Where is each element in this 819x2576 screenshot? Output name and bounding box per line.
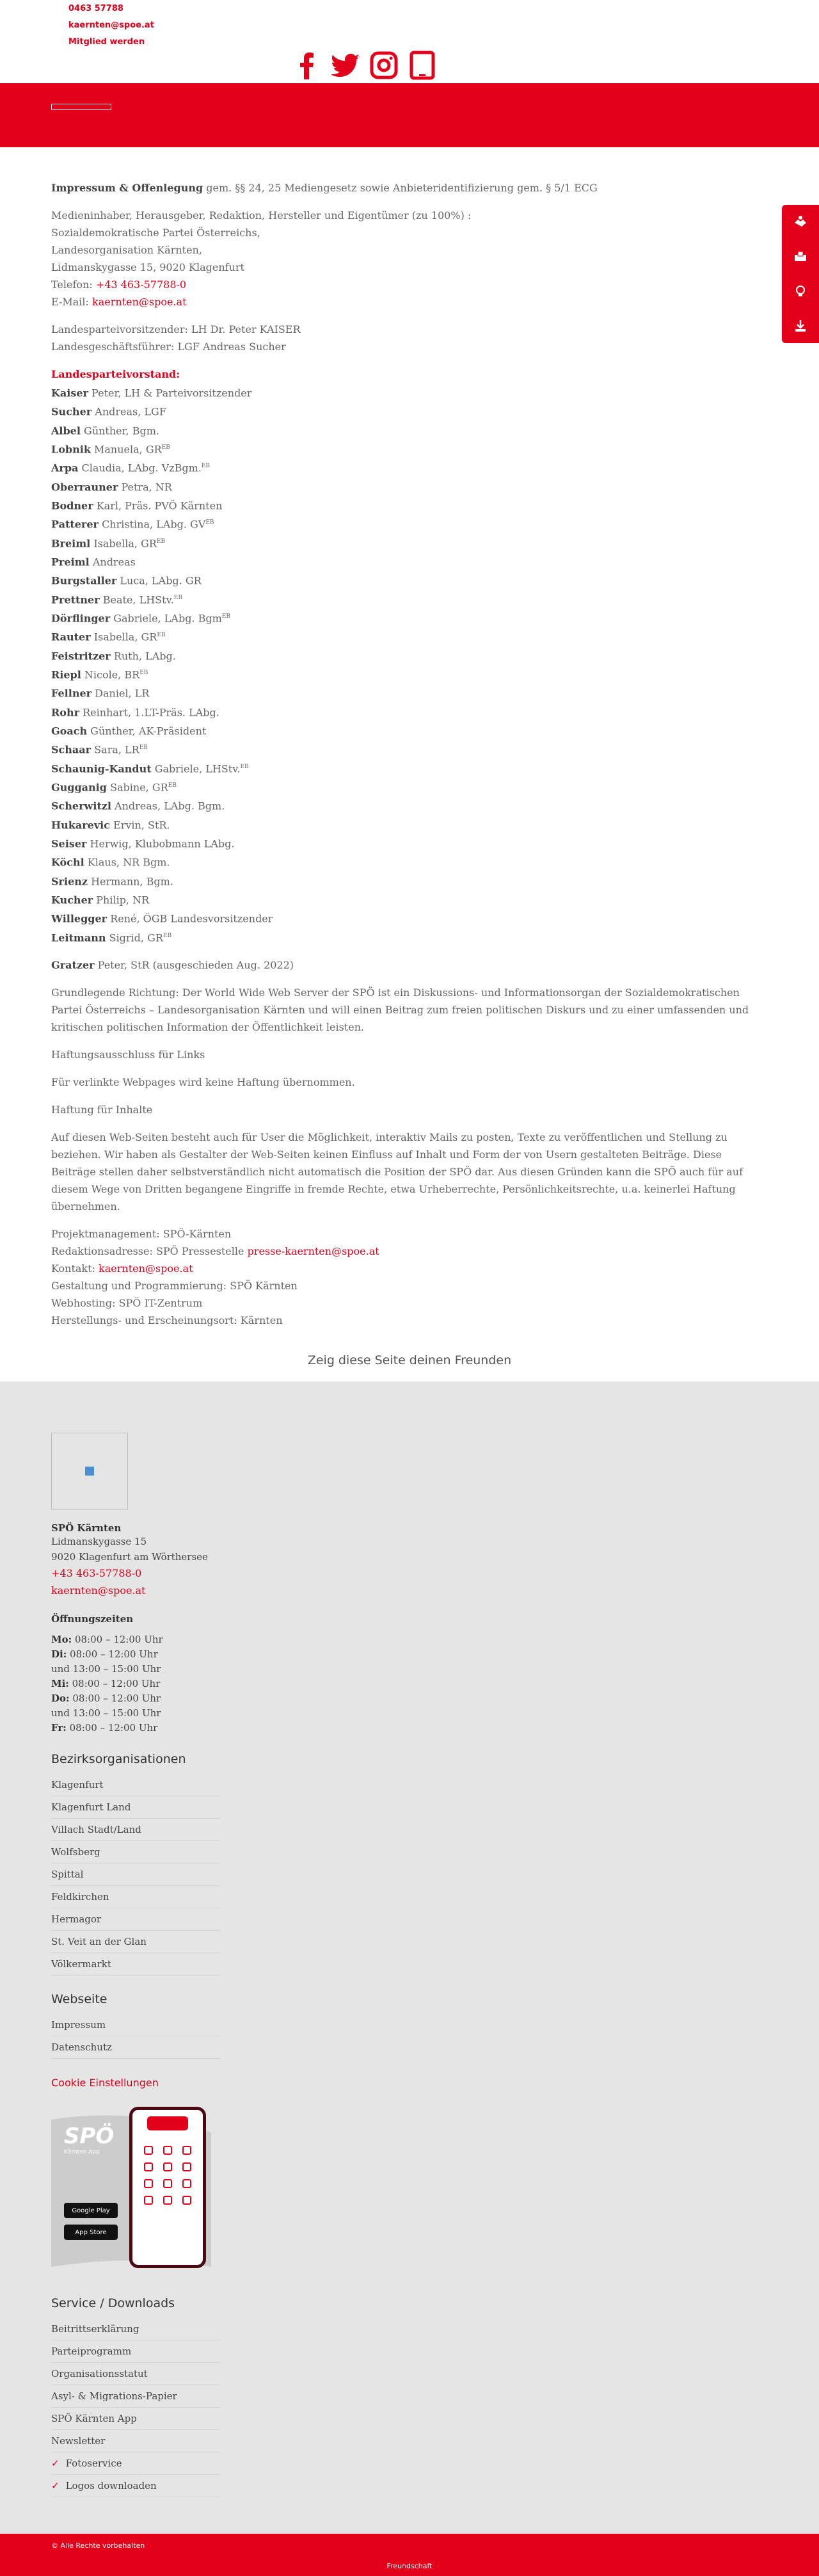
footer-street: Lidmanskygasse 15 bbox=[51, 1536, 147, 1547]
webseite-link[interactable]: Datenschutz bbox=[51, 2036, 221, 2059]
vorstand-member bbox=[51, 570, 768, 589]
owner-block bbox=[51, 207, 768, 310]
member-last-name: Srienz bbox=[51, 874, 88, 887]
bezirk-link[interactable]: Völkermarkt bbox=[51, 1953, 221, 1976]
member-last-name: Riepl bbox=[51, 668, 81, 681]
bezirk-link[interactable]: Villach Stadt/Land bbox=[51, 1819, 221, 1841]
freundschaft: Freundschaft bbox=[386, 2562, 433, 2570]
member-sup: EB bbox=[139, 745, 148, 752]
cookie-settings-link[interactable]: Cookie Einstellungen bbox=[51, 2077, 159, 2089]
member-last-name: Seiser bbox=[51, 837, 87, 850]
app-promo[interactable] bbox=[51, 2107, 218, 2280]
member-last-name: Patterer bbox=[51, 518, 99, 531]
vorstand-member bbox=[51, 383, 768, 401]
vorstand-member bbox=[51, 702, 768, 721]
member-link[interactable]: Mitglied werden bbox=[68, 37, 145, 47]
vorstand-member bbox=[51, 890, 768, 908]
hours-row bbox=[51, 1677, 768, 1691]
bezirk-link[interactable]: Hermagor bbox=[51, 1908, 221, 1931]
vorstand-member bbox=[51, 590, 768, 608]
member-sup: EB bbox=[168, 782, 177, 789]
hours-time: 08:00 – 12:00 Uhr bbox=[70, 1648, 158, 1660]
credits-block bbox=[51, 1225, 768, 1329]
email-label: E-Mail: bbox=[51, 296, 89, 308]
vorstand-list bbox=[51, 383, 768, 946]
menu-bar-outline[interactable] bbox=[51, 104, 111, 110]
twitter-icon[interactable] bbox=[330, 50, 361, 81]
app-store-badge[interactable]: App Store bbox=[64, 2225, 118, 2240]
herstellung: Herstellungs- und Erscheinungsort: Kärnten bbox=[51, 1314, 283, 1326]
member-sup: EB bbox=[161, 444, 170, 451]
member-last-name: Albel bbox=[51, 424, 81, 437]
hours-row bbox=[51, 1721, 768, 1735]
broken-image-icon bbox=[85, 1467, 94, 1476]
vorstand-member bbox=[51, 833, 768, 852]
member-last-name: Kaiser bbox=[51, 387, 88, 399]
facebook-icon[interactable] bbox=[292, 50, 322, 81]
vorstand-member bbox=[51, 477, 768, 495]
gestaltung: Gestaltung und Programmierung: SPÖ Kärnten bbox=[51, 1279, 298, 1292]
hours-time: und 13:00 – 15:00 Uhr bbox=[51, 1663, 161, 1675]
member-last-name: Leitmann bbox=[51, 931, 106, 944]
kontakt-email-link[interactable]: kaernten@spoe.at bbox=[99, 1262, 193, 1275]
member-role: Nicole, BR bbox=[84, 668, 140, 681]
member-role: Andreas, LAbg. Bgm. bbox=[115, 800, 225, 812]
haftung-inhalte-title: Haftung für Inhalte bbox=[51, 1103, 153, 1116]
vorstand-section bbox=[51, 366, 768, 946]
member-role: Sigrid, GR bbox=[109, 931, 163, 944]
vorstand-member bbox=[51, 777, 768, 796]
lightbulb-icon[interactable] bbox=[782, 274, 819, 309]
owner-line: Lidmanskygasse 15, 9020 Klagenfurt bbox=[51, 261, 244, 273]
service-link-checked[interactable]: ✓ Fotoservice bbox=[51, 2452, 221, 2475]
member-last-name: Kucher bbox=[51, 894, 93, 906]
service-title: Service / Downloads bbox=[51, 2296, 175, 2310]
member-sup: EB bbox=[221, 613, 230, 620]
member-role: Manuela, GR bbox=[94, 443, 162, 456]
member-role: Sara, LR bbox=[94, 743, 139, 756]
hours-time: 08:00 – 12:00 Uhr bbox=[74, 1634, 163, 1645]
vorstand-member bbox=[51, 721, 768, 739]
vorstand-member bbox=[51, 421, 768, 439]
app-tile-icon bbox=[163, 2146, 172, 2155]
app-tile-icon bbox=[144, 2146, 153, 2155]
member-last-name: Arpa bbox=[51, 462, 79, 474]
former-member-rest: Peter, StR (ausgeschieden Aug. 2022) bbox=[97, 958, 294, 971]
member-role: Beate, LHStv. bbox=[102, 593, 174, 606]
former-member bbox=[51, 956, 768, 974]
instagram-icon[interactable] bbox=[369, 50, 399, 81]
leadership-block bbox=[51, 321, 768, 355]
vorstand-member bbox=[51, 646, 768, 664]
vorstand-title: Landesparteivorstand: bbox=[51, 368, 180, 380]
member-role: Günther, Bgm. bbox=[84, 424, 159, 437]
member-sup: EB bbox=[240, 763, 249, 770]
former-member-last: Gratzer bbox=[51, 958, 95, 971]
member-role: Ervin, StR. bbox=[113, 818, 170, 831]
service-link-checked[interactable]: ✓ Logos downloaden bbox=[51, 2475, 221, 2497]
app-brand: SPÖ bbox=[64, 2123, 115, 2149]
member-role: Claudia, LAbg. VzBgm. bbox=[81, 462, 202, 474]
member-last-name: Schaar bbox=[51, 743, 91, 756]
bezirk-link[interactable]: Wolfsberg bbox=[51, 1841, 221, 1864]
redaktion-label: Redaktionsadresse: SPÖ Pressestelle bbox=[51, 1244, 244, 1257]
service-link[interactable]: Beitrittserklärung bbox=[51, 2318, 221, 2340]
richtung-text: Grundlegende Richtung: Der World Wide Web Server der SPÖ ist ein Diskussions- und Informationsorgan der Sozialdemokratischen Partei Österreichs – Landesorganisation Kärnten und will einen Beitrag zum freien politischen Diskurs und zu einer umfassenden und kritischen politischen Information der Öffentlichkeit leisten. bbox=[51, 986, 749, 1033]
member-last-name: Preiml bbox=[51, 556, 90, 568]
app-logo bbox=[147, 2116, 188, 2130]
vorstand-member bbox=[51, 533, 768, 552]
app-tile-icon bbox=[163, 2179, 172, 2188]
app-tagline: Kärnten App bbox=[64, 2149, 100, 2155]
member-last-name: Lobnik bbox=[51, 443, 91, 456]
vorstand-member bbox=[51, 796, 768, 814]
member-role: Andreas, LGF bbox=[95, 405, 166, 418]
member-role: Gabriele, LAbg. Bgm bbox=[113, 612, 222, 625]
webseite-title: Webseite bbox=[51, 1992, 107, 2006]
member-role: Klaus, NR Bgm. bbox=[87, 856, 170, 869]
service-list bbox=[51, 2318, 221, 2497]
member-last-name: Burgstaller bbox=[51, 574, 117, 587]
impressum-heading bbox=[51, 179, 768, 197]
member-role: Peter, LH & Parteivorsitzender bbox=[91, 387, 252, 399]
member-role: Christina, LAbg. GV bbox=[102, 518, 206, 531]
member-last-name: Goach bbox=[51, 725, 88, 737]
member-role: Günther, AK-Präsident bbox=[90, 725, 207, 737]
webseite-link[interactable]: Impressum bbox=[51, 2014, 221, 2036]
member-last-name: Gugganig bbox=[51, 781, 107, 794]
owner-line: Medieninhaber, Herausgeber, Redaktion, Hersteller und Eigentümer (zu 100%) : bbox=[51, 209, 472, 221]
vorstand-member bbox=[51, 495, 768, 514]
service-link[interactable]: Asyl- & Migrations-Papier bbox=[51, 2385, 221, 2408]
hours-day: Mo: bbox=[51, 1634, 72, 1645]
member-role: Andreas bbox=[92, 556, 136, 568]
vorstand-member bbox=[51, 439, 768, 458]
vorstand-member bbox=[51, 739, 768, 758]
hours-day: Di: bbox=[51, 1648, 67, 1660]
bezirk-link[interactable]: Spittal bbox=[51, 1864, 221, 1886]
email-link[interactable]: kaernten@spoe.at bbox=[92, 296, 187, 308]
member-last-name: Fellner bbox=[51, 687, 92, 700]
footer-logo bbox=[51, 1433, 128, 1509]
side-tools bbox=[782, 205, 819, 343]
hours-title: Öffnungszeiten bbox=[51, 1613, 134, 1625]
member-last-name: Scherwitzl bbox=[51, 800, 111, 812]
hours-time: und 13:00 – 15:00 Uhr bbox=[51, 1707, 161, 1719]
vorstand-member bbox=[51, 514, 768, 533]
social-icons-top bbox=[292, 50, 438, 81]
member-last-name: Köchl bbox=[51, 856, 84, 869]
service-link[interactable]: Newsletter bbox=[51, 2430, 221, 2452]
impressum-title: Impressum & Offenlegung bbox=[51, 182, 203, 194]
member-role: Isabella, GR bbox=[93, 536, 157, 549]
vorstand-member bbox=[51, 852, 768, 871]
top-email-link[interactable]: kaernten@spoe.at bbox=[68, 20, 154, 30]
webhosting: Webhosting: SPÖ IT-Zentrum bbox=[51, 1296, 203, 1309]
member-last-name: Schaunig-Kandut bbox=[51, 762, 152, 775]
owner-line: Landesorganisation Kärnten, bbox=[51, 244, 202, 256]
bezirk-link[interactable]: St. Veit an der Glan bbox=[51, 1931, 221, 1953]
top-phone-link[interactable]: 0463 57788 bbox=[68, 4, 123, 13]
redaktion-email-link[interactable]: presse-kaernten@spoe.at bbox=[247, 1244, 379, 1257]
vorstand-member bbox=[51, 871, 768, 890]
service-link[interactable]: SPÖ Kärnten App bbox=[51, 2408, 221, 2430]
vorstand-member bbox=[51, 608, 768, 627]
member-role: Karl, Präs. PVÖ Kärnten bbox=[96, 499, 223, 512]
member-last-name: Sucher bbox=[51, 405, 92, 418]
google-play-badge[interactable]: Google Play bbox=[64, 2203, 118, 2218]
member-sup: EB bbox=[139, 669, 148, 676]
member-last-name: Willegger bbox=[51, 912, 107, 925]
hours-row bbox=[51, 1632, 768, 1647]
top-contact-links bbox=[68, 3, 154, 53]
impressum-title-rest: gem. §§ 24, 25 Mediengesetz sowie Anbieteridentifizierung gem. § 5/1 ECG bbox=[206, 182, 598, 194]
vorstand-member bbox=[51, 815, 768, 833]
header-banner bbox=[0, 83, 819, 147]
download-icon[interactable] bbox=[782, 309, 819, 343]
footer bbox=[0, 1381, 819, 2534]
haftung-links-text: Für verlinkte Webpages wird keine Haftung übernommen. bbox=[51, 1075, 355, 1088]
member-role: Gabriele, LHStv. bbox=[154, 762, 241, 775]
hours-day: Do: bbox=[51, 1693, 70, 1704]
bezirke-title: Bezirksorganisationen bbox=[51, 1752, 186, 1766]
member-sup: EB bbox=[201, 463, 211, 470]
member-last-name: Rauter bbox=[51, 631, 91, 643]
service-link[interactable]: Organisationsstatut bbox=[51, 2363, 221, 2385]
hours-time: 08:00 – 12:00 Uhr bbox=[72, 1693, 161, 1704]
member-role: Daniel, LR bbox=[95, 687, 150, 700]
phone-mockup bbox=[129, 2107, 206, 2268]
bottom-bar bbox=[0, 2534, 819, 2576]
top-bar bbox=[0, 0, 819, 83]
vorstand-member bbox=[51, 759, 768, 777]
member-role: Reinhart, 1.LT-Präs. LAbg. bbox=[83, 705, 219, 718]
hours-day: Mi: bbox=[51, 1678, 69, 1689]
phone-header bbox=[132, 2110, 203, 2139]
footer-org-name: SPÖ Kärnten bbox=[51, 1522, 122, 1534]
app-tile-icon bbox=[144, 2162, 153, 2171]
member-sup: EB bbox=[173, 594, 182, 601]
phone-label: Telefon: bbox=[51, 278, 93, 291]
member-last-name: Breiml bbox=[51, 536, 91, 549]
member-role: Isabella, GR bbox=[93, 631, 157, 643]
app-tile-icon bbox=[182, 2196, 191, 2205]
member-role: René, ÖGB Landesvorsitzender bbox=[110, 912, 273, 925]
hours-row bbox=[51, 1706, 768, 1721]
app-tile-icon bbox=[144, 2196, 153, 2205]
service-link[interactable]: Parteiprogramm bbox=[51, 2340, 221, 2363]
app-tile-icon bbox=[182, 2179, 191, 2188]
owner-line: Sozialdemokratische Partei Österreichs, bbox=[51, 227, 260, 239]
member-last-name: Hukarevic bbox=[51, 818, 110, 831]
phone-link[interactable]: +43 463-57788-0 bbox=[95, 278, 187, 291]
bezirk-link[interactable]: Klagenfurt bbox=[51, 1774, 221, 1796]
app-icon-grid bbox=[132, 2139, 203, 2211]
opening-hours bbox=[51, 1632, 768, 1735]
app-tile-icon bbox=[182, 2146, 191, 2155]
footer-phone-link[interactable]: +43 463-57788-0 bbox=[51, 1567, 142, 1579]
member-last-name: Bodner bbox=[51, 499, 93, 512]
vorstand-member bbox=[51, 401, 768, 420]
hours-row bbox=[51, 1647, 768, 1662]
webseite-list bbox=[51, 2014, 221, 2059]
vorstand-member bbox=[51, 552, 768, 570]
member-role: Sabine, GR bbox=[110, 781, 168, 794]
store-badges bbox=[64, 2203, 118, 2246]
tablet-icon[interactable] bbox=[407, 50, 438, 81]
member-last-name: Dörflinger bbox=[51, 612, 111, 625]
member-role: Luca, LAbg. GR bbox=[120, 574, 202, 587]
vorstand-member bbox=[51, 908, 768, 927]
vorstand-member bbox=[51, 458, 768, 476]
app-tile-icon bbox=[182, 2162, 191, 2171]
bezirke-list bbox=[51, 1774, 221, 1976]
party-chair: Landesparteivorsitzender: LH Dr. Peter KAISER bbox=[51, 323, 301, 335]
share-title: Zeig diese Seite deinen Freunden bbox=[307, 1353, 512, 1367]
vorstand-member bbox=[51, 683, 768, 702]
copyright: © Alle Rechte vorbehalten bbox=[51, 2541, 145, 2550]
kontakt-label: Kontakt: bbox=[51, 1262, 95, 1275]
handshake-icon[interactable] bbox=[782, 205, 819, 239]
app-tile-icon bbox=[144, 2179, 153, 2188]
member-sup: EB bbox=[163, 932, 172, 939]
bezirk-link[interactable]: Klagenfurt Land bbox=[51, 1796, 221, 1819]
haftung-inhalte-text: Auf diesen Web-Seiten besteht auch für User die Möglichkeit, interaktiv Mails zu posten, Texte zu veröffentlichen und Stellung zu beziehen. Wir haben als Gestalter der Web-Seiten keinen Einfluss auf Inhalt und Form der von Usern gestalteten Beiträge. Diese Beiträge stellen daher selbstverständlich nicht automatisch die Position der SPÖ dar. Aus diesen Gründen kann die SPÖ auch für auf diesem Wege von Dritten begangene Eingriffe in fremde Rechte, etwa Urheberrechte, Persönlichkeitsrechte, u.a. keinerlei Haftung übernehmen. bbox=[51, 1131, 743, 1212]
vorstand-member bbox=[51, 664, 768, 683]
impressum-content bbox=[0, 147, 819, 1412]
member-sup: EB bbox=[157, 632, 166, 639]
member-last-name: Rohr bbox=[51, 705, 80, 718]
vote-icon[interactable] bbox=[782, 239, 819, 274]
vorstand-member bbox=[51, 928, 768, 946]
app-tile-icon bbox=[163, 2162, 172, 2171]
member-last-name: Prettner bbox=[51, 593, 100, 606]
member-sup: EB bbox=[156, 538, 166, 545]
hours-day: Fr: bbox=[51, 1722, 67, 1734]
footer-email-link[interactable]: kaernten@spoe.at bbox=[51, 1584, 146, 1597]
hours-time: 08:00 – 12:00 Uhr bbox=[69, 1722, 158, 1734]
member-role: Petra, NR bbox=[121, 480, 172, 493]
hours-time: 08:00 – 12:00 Uhr bbox=[72, 1678, 161, 1689]
member-last-name: Feistritzer bbox=[51, 649, 111, 662]
footer-city: 9020 Klagenfurt am Wörthersee bbox=[51, 1551, 208, 1563]
app-tile-icon bbox=[163, 2196, 172, 2205]
party-manager: Landesgeschäftsführer: LGF Andreas Sucher bbox=[51, 341, 286, 353]
member-sup: EB bbox=[205, 519, 214, 526]
member-role: Philip, NR bbox=[96, 894, 150, 906]
vorstand-member bbox=[51, 627, 768, 645]
bezirk-link[interactable]: Feldkirchen bbox=[51, 1886, 221, 1908]
member-role: Hermann, Bgm. bbox=[91, 874, 173, 887]
member-role: Ruth, LAbg. bbox=[113, 649, 176, 662]
member-last-name: Oberrauner bbox=[51, 480, 118, 493]
hours-row bbox=[51, 1662, 768, 1677]
project-management: Projektmanagement: SPÖ-Kärnten bbox=[51, 1227, 232, 1240]
hours-row bbox=[51, 1691, 768, 1706]
haftung-links-title: Haftungsausschluss für Links bbox=[51, 1048, 205, 1061]
member-role: Herwig, Klubobmann LAbg. bbox=[90, 837, 235, 850]
